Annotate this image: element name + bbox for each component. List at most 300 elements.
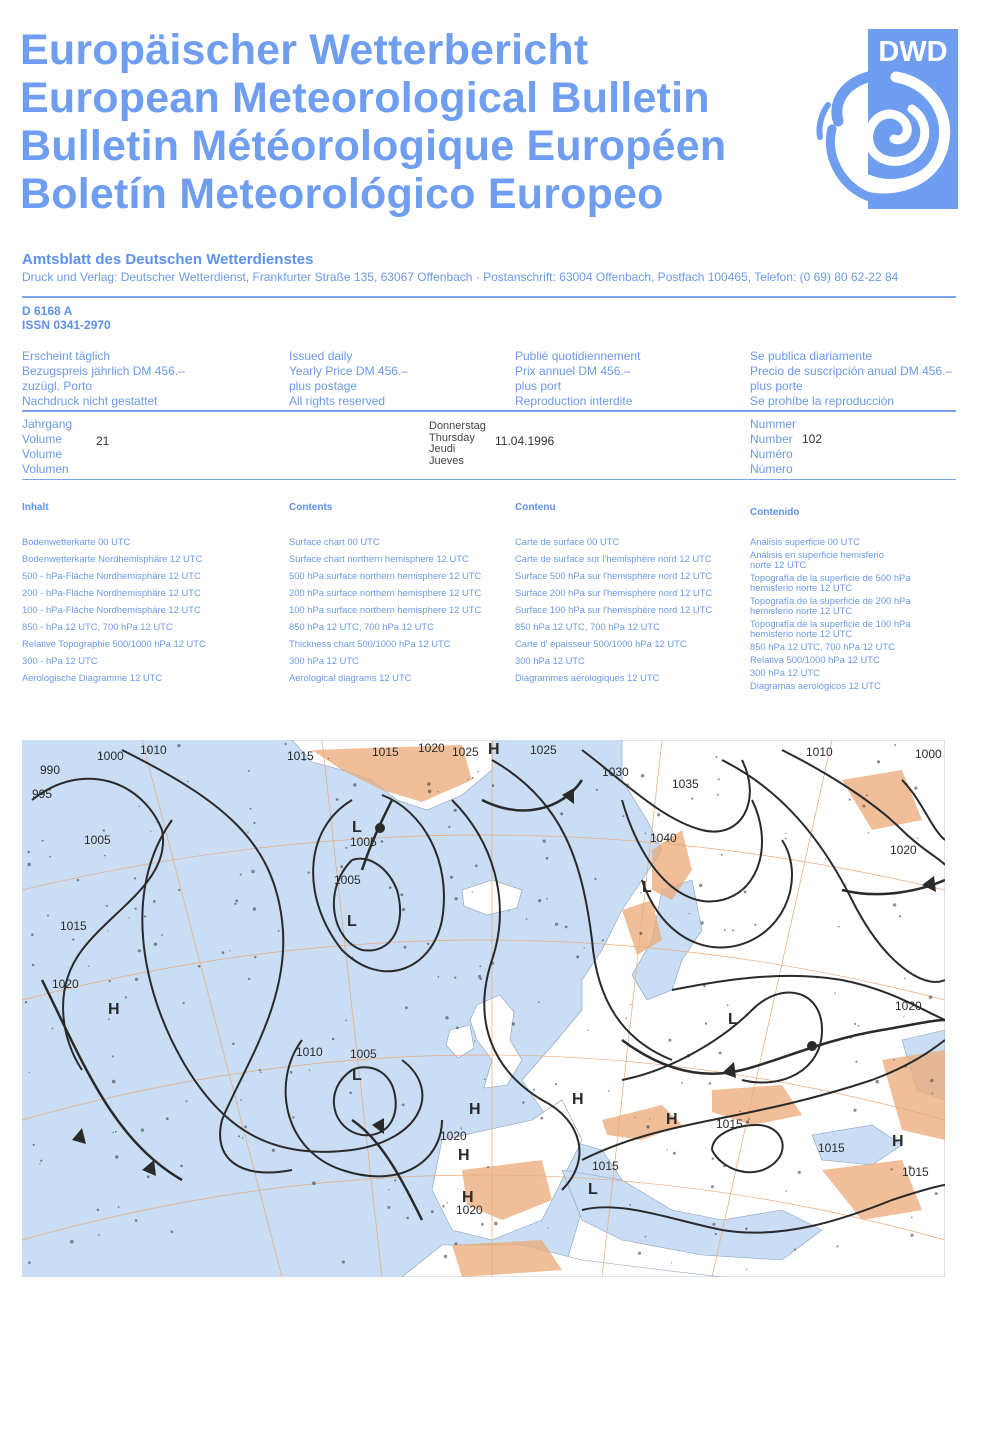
station-dot (479, 978, 482, 981)
toc-item: norte 12 UTC (750, 559, 807, 570)
station-dot (893, 903, 896, 906)
number-label: Nummer (750, 417, 797, 431)
station-dot (540, 1117, 543, 1120)
station-dot (649, 1118, 650, 1119)
station-dot (477, 771, 479, 773)
pressure-label: 1015 (372, 745, 399, 759)
station-dot (240, 1099, 242, 1101)
toc-item: Carte d' épaisseur 500/1000 hPa 12 UTC (515, 638, 687, 649)
station-dot (27, 851, 30, 854)
publisher-title: Amtsblatt des Deutschen Wetterdienstes (22, 251, 314, 268)
station-dot (444, 1255, 447, 1258)
pressure-label: 990 (40, 763, 61, 777)
info-column-french (515, 349, 640, 409)
station-dot (875, 1080, 879, 1084)
info-line: Prix annuel DM 456.– (515, 364, 631, 378)
station-dot (144, 915, 146, 917)
station-dot (33, 1144, 35, 1146)
toc-item: Análisis superficie 00 UTC (750, 536, 860, 547)
station-dot (250, 808, 252, 810)
station-dot (891, 1168, 893, 1170)
station-dot (853, 1109, 856, 1112)
toc-item: 850 hPa 12 UTC, 700 hPa 12 UTC (750, 641, 895, 652)
station-dot (587, 1030, 588, 1031)
station-dot (748, 1118, 750, 1120)
weekday-label: Donnerstag (429, 420, 486, 432)
station-dot (711, 1185, 714, 1188)
station-dot (402, 908, 405, 911)
toc-item: Bodenwetterkarte 00 UTC (22, 536, 131, 547)
toc-item: Topografía de la superficie de 500 hPa (750, 572, 911, 583)
station-dot (629, 1204, 631, 1206)
info-column-spanish (750, 349, 952, 409)
station-dot (431, 1210, 434, 1213)
pressure-label: 1010 (296, 1045, 323, 1059)
station-dot (394, 1179, 396, 1181)
station-dot (328, 758, 329, 759)
station-dot (560, 812, 563, 815)
info-line: Se prohíbe la reproducción (750, 394, 895, 408)
toc-item: Análisis en superficie hemisferio (750, 549, 884, 560)
station-dot (877, 760, 880, 763)
pressure-center-label: L (347, 913, 357, 930)
station-dot (240, 874, 242, 876)
station-dot (455, 897, 458, 900)
toc-item: Surface 200 hPa sur l'hemisphère nord 12 UTC (515, 587, 713, 598)
station-dot (187, 781, 189, 783)
station-dot (715, 756, 717, 758)
warm-front-semicircle (807, 1041, 817, 1051)
station-dot (454, 809, 457, 812)
station-dot (754, 924, 756, 926)
toc-item: Surface 100 hPa sur l'hemisphère nord 12 UTC (515, 604, 713, 615)
station-dot (925, 884, 926, 885)
station-dot (739, 1111, 741, 1113)
station-dot (700, 921, 703, 924)
station-dot (866, 794, 868, 796)
station-dot (547, 1228, 548, 1229)
title-english: European Meteorological Bulletin (20, 74, 710, 122)
station-dot (744, 891, 747, 894)
station-dot (406, 1217, 409, 1220)
station-dot (171, 1230, 174, 1233)
station-dot (854, 1023, 856, 1025)
pressure-label: 1000 (97, 749, 124, 763)
station-dot (638, 1252, 641, 1255)
station-dot (836, 1245, 838, 1247)
station-dot (894, 744, 896, 746)
station-dot (312, 1181, 316, 1185)
station-dot (927, 979, 929, 981)
station-dot (248, 978, 250, 980)
info-line: Issued daily (289, 349, 353, 363)
station-dot (248, 770, 250, 772)
info-column-german (22, 349, 185, 409)
station-dot (290, 1071, 293, 1074)
station-dot (785, 1190, 787, 1192)
station-dot (135, 908, 137, 910)
info-line: zuzügl. Porto (22, 379, 93, 393)
pressure-label: 1015 (60, 919, 87, 933)
pressure-label: 1015 (716, 1117, 743, 1131)
station-dot (404, 946, 407, 949)
station-dot (381, 840, 384, 843)
station-dot (27, 863, 30, 866)
station-dot (472, 892, 473, 893)
station-dot (717, 794, 719, 796)
pressure-label: 1020 (895, 999, 922, 1013)
station-dot (576, 955, 579, 958)
issn: ISSN 0341-2970 (22, 318, 111, 332)
toc-item: Diagrammes aérologiques 12 UTC (515, 672, 660, 683)
station-dot (336, 798, 339, 801)
station-dot (118, 1206, 120, 1208)
pressure-label: 1005 (334, 873, 361, 887)
station-dot (622, 815, 624, 817)
pressure-label: 1015 (818, 1141, 845, 1155)
station-dot (858, 1025, 860, 1027)
station-dot (39, 1163, 40, 1164)
divider (22, 296, 956, 298)
station-dot (31, 933, 34, 936)
station-dot (746, 1269, 747, 1270)
info-line: Nachdruck nicht gestattet (22, 394, 158, 408)
pressure-label: 1020 (418, 741, 445, 755)
station-dot (855, 1061, 857, 1063)
toc-heading-english: Contents (289, 502, 333, 513)
pressure-label: 1030 (602, 765, 629, 779)
station-dot (721, 854, 723, 856)
station-dot (115, 1155, 118, 1158)
station-dot (112, 1080, 116, 1084)
station-dot (353, 783, 356, 786)
station-dot (450, 876, 453, 879)
station-dot (52, 1028, 54, 1030)
station-dot (917, 838, 918, 839)
station-dot (699, 884, 702, 887)
station-dot (309, 1070, 310, 1071)
station-dot (745, 1228, 748, 1231)
station-dot (272, 1149, 275, 1152)
dwd-spiral-logo-icon (816, 29, 958, 209)
divider (22, 479, 956, 480)
station-dot (141, 1129, 144, 1132)
pressure-label: 1015 (902, 1165, 929, 1179)
toc-item: 200 - hPa-Fläche Nordhemisphäre 12 UTC (22, 587, 201, 598)
station-dot (109, 980, 111, 982)
station-dot (543, 840, 546, 843)
pressure-center-label: H (462, 1189, 474, 1206)
info-line: Yearly Price DM 456.– (289, 364, 408, 378)
station-dot (689, 913, 690, 914)
pressure-label: 1005 (84, 833, 111, 847)
pressure-label: 995 (32, 787, 53, 801)
station-dot (635, 1117, 636, 1118)
station-dot (641, 774, 644, 777)
toc-item: Aerologische Diagramme 12 UTC (22, 672, 163, 683)
station-dot (340, 865, 343, 868)
station-dot (484, 1079, 486, 1081)
toc-item: hemisferio norte 12 UTC (750, 628, 853, 639)
station-dot (899, 915, 901, 917)
station-dot (820, 1090, 821, 1091)
station-dot (259, 1069, 261, 1071)
toc-item: 300 hPa 12 UTC (289, 655, 359, 666)
station-dot (673, 1152, 676, 1155)
divider (22, 410, 956, 412)
station-dot (106, 905, 108, 907)
station-dot (134, 877, 136, 879)
pressure-center-label: H (892, 1133, 904, 1150)
toc-item: hemisferio norte 12 UTC (750, 605, 853, 616)
volume-label: Volumen (22, 462, 69, 476)
station-dot (546, 857, 549, 860)
dwd-logo (816, 29, 958, 209)
station-dot (929, 996, 933, 1000)
station-dot (718, 778, 720, 780)
station-dot (546, 898, 548, 900)
toc-item: hemisferio norte 12 UTC (750, 582, 853, 593)
pressure-center-label: L (728, 1011, 738, 1028)
station-dot (108, 1019, 110, 1021)
station-dot (198, 965, 201, 968)
station-dot (235, 899, 238, 902)
toc-item: 100 - hPa-Fläche Nordhemisphäre 12 UTC (22, 604, 201, 615)
number-label: Numéro (750, 447, 793, 461)
station-dot (479, 965, 481, 967)
toc-item: 100 hPa surface northern hemisphere 12 UTC (289, 604, 482, 615)
station-dot (849, 799, 851, 801)
station-dot (667, 1149, 668, 1150)
station-dot (234, 903, 236, 905)
pressure-center-label: H (108, 1001, 120, 1018)
station-dot (715, 1233, 717, 1235)
station-dot (32, 964, 35, 967)
pressure-center-label: H (458, 1147, 470, 1164)
station-dot (723, 1165, 726, 1168)
station-dot (555, 1083, 557, 1085)
station-dot (719, 1051, 722, 1054)
station-dot (428, 790, 432, 794)
station-dot (794, 1249, 796, 1251)
number-label: Number (750, 432, 793, 446)
number-label: Número (750, 462, 793, 476)
station-dot (307, 871, 309, 873)
volume-label: Jahrgang (22, 417, 73, 431)
station-dot (935, 1192, 938, 1195)
pressure-center-label: H (666, 1111, 678, 1128)
station-dot (254, 956, 256, 958)
station-dot (645, 1236, 647, 1238)
toc-item: 300 hPa 12 UTC (750, 667, 820, 678)
station-dot (724, 929, 726, 931)
toc-heading-spanish: Contenido (750, 507, 800, 518)
weather-map-svg (22, 740, 945, 1277)
pressure-label: 1025 (530, 743, 557, 757)
station-dot (838, 926, 840, 928)
number-labels (750, 417, 796, 477)
station-dot (332, 1038, 335, 1041)
weekday-label: Jeudi (429, 443, 456, 455)
station-dot (28, 1261, 31, 1264)
toc-item: Diagramas aerológicos 12 UTC (750, 680, 881, 691)
title-spanish: Boletín Meteorológico Europeo (20, 170, 664, 218)
pressure-center-label: L (352, 819, 362, 836)
station-dot (166, 1117, 169, 1120)
pressure-center-label: H (488, 741, 500, 758)
station-dot (238, 1135, 240, 1137)
station-dot (494, 1222, 498, 1226)
toc-item: Relativa 500/1000 hPa 12 UTC (750, 654, 880, 665)
station-dot (278, 930, 280, 932)
station-dot (400, 893, 403, 896)
station-dot (135, 1219, 138, 1222)
station-dot (491, 962, 494, 965)
station-dot (70, 1240, 74, 1244)
station-dot (538, 1001, 540, 1003)
toc-item: 300 - hPa 12 UTC (22, 655, 98, 666)
station-dot (42, 840, 44, 842)
toc-item: Carte de surface 00 UTC (515, 536, 620, 547)
station-dot (387, 1206, 390, 1209)
toc-item: 850 - hPa 12 UTC, 700 hPa 12 UTC (22, 621, 173, 632)
station-dot (671, 1262, 672, 1263)
station-dot (727, 1004, 729, 1006)
toc-item: Surface chart northern hemisphere 12 UTC (289, 553, 469, 564)
station-dot (47, 915, 49, 917)
toc-item: Carte de surface sur l'hemisphère nord 12 UTC (515, 553, 712, 564)
pressure-label: 1005 (350, 835, 377, 849)
station-dot (630, 1004, 631, 1005)
station-dot (101, 779, 103, 781)
station-dot (442, 1205, 445, 1208)
toc-item: 500 - hPa-Fläche Nordhemisphäre 12 UTC (22, 570, 201, 581)
station-dot (154, 943, 157, 946)
pressure-center-label: H (572, 1091, 584, 1108)
station-dot (492, 784, 495, 787)
station-dot (914, 786, 917, 789)
station-dot (103, 829, 105, 831)
station-dot (292, 1116, 294, 1118)
toc-item: 850 hPa 12 UTC, 700 hPa 12 UTC (289, 621, 434, 632)
station-dot (481, 1223, 484, 1226)
toc-item: 500 hPa surface northern hemisphere 12 UTC (289, 570, 482, 581)
station-dot (178, 889, 180, 891)
toc-item: Thickness chart 500/1000 hPa 12 UTC (289, 638, 451, 649)
station-dot (153, 900, 156, 903)
station-dot (115, 1131, 117, 1133)
station-dot (161, 934, 163, 936)
volume-label: Volume (22, 447, 63, 461)
title-french: Bulletin Météorologique Européen (20, 122, 727, 170)
info-line: All rights reserved (289, 394, 386, 408)
toc-item: 200 hPa surface northern hemisphere 12 UTC (289, 587, 482, 598)
station-dot (242, 1137, 244, 1139)
weekday-label: Thursday (429, 431, 475, 444)
logo-text: DWD (878, 36, 948, 68)
station-dot (712, 1158, 714, 1160)
station-dot (512, 1022, 515, 1025)
station-dot (351, 957, 354, 960)
station-dot (72, 938, 74, 940)
toc-item: Topografía de la superficie de 100 hPa (750, 618, 911, 629)
station-dot (253, 907, 256, 910)
station-dot (785, 838, 787, 840)
d-number: D 6168 A (22, 304, 73, 318)
pressure-center-label: L (642, 879, 652, 896)
station-dot (125, 996, 127, 998)
volume-label: Volume (22, 432, 63, 446)
volume-value: 21 (96, 434, 110, 448)
station-dot (345, 847, 347, 849)
station-dot (349, 1092, 352, 1095)
issue-date: 11.04.1996 (495, 434, 555, 448)
station-dot (427, 782, 431, 786)
station-dot (247, 831, 249, 833)
station-dot (244, 1126, 247, 1129)
station-dot (112, 1132, 114, 1134)
station-dot (40, 1160, 42, 1162)
station-dot (757, 814, 758, 815)
station-dot (456, 1027, 459, 1030)
station-dot (180, 1165, 183, 1168)
station-dot (709, 1082, 712, 1085)
station-dot (862, 805, 865, 808)
station-dot (712, 1223, 715, 1226)
station-dot (522, 1101, 525, 1104)
station-dot (746, 1120, 749, 1123)
pressure-label: 1010 (140, 743, 167, 757)
toc-item: Surface chart 00 UTC (289, 536, 380, 547)
station-dot (445, 1016, 448, 1019)
station-dot (186, 1100, 188, 1102)
station-dot (135, 978, 138, 981)
station-dot (49, 856, 51, 858)
station-dot (705, 1022, 707, 1024)
station-dot (626, 1017, 628, 1019)
station-dot (508, 910, 509, 911)
station-dot (608, 1090, 610, 1092)
info-line: Precio de suscripción anual DM 456.– (750, 364, 953, 378)
pressure-label: 1020 (52, 977, 79, 991)
station-dot (687, 1054, 691, 1058)
toc-item: Bodenwetterkarte Nordhemisphäre 12 UTC (22, 553, 203, 564)
station-dot (448, 826, 450, 828)
station-dot (602, 939, 604, 941)
station-dot (183, 1002, 185, 1004)
station-dot (260, 1072, 262, 1074)
title-german: Europäischer Wetterbericht (20, 26, 589, 74)
station-dot (138, 949, 141, 952)
station-dot (910, 1234, 913, 1237)
pressure-label: 1015 (287, 749, 314, 763)
station-dot (388, 1189, 389, 1190)
station-dot (467, 779, 468, 780)
station-dot (533, 1089, 535, 1091)
station-dot (437, 791, 438, 792)
issue-number: 102 (802, 432, 823, 446)
pressure-label: 1020 (440, 1129, 467, 1143)
station-dot (251, 870, 254, 873)
station-dot (657, 813, 660, 816)
info-line: Publié quotidiennement (515, 349, 641, 363)
volume-labels (22, 417, 72, 477)
station-dot (438, 976, 440, 978)
station-dot (230, 950, 231, 951)
station-dot (77, 879, 79, 881)
station-dot (474, 1041, 475, 1042)
station-dot (342, 1260, 345, 1263)
